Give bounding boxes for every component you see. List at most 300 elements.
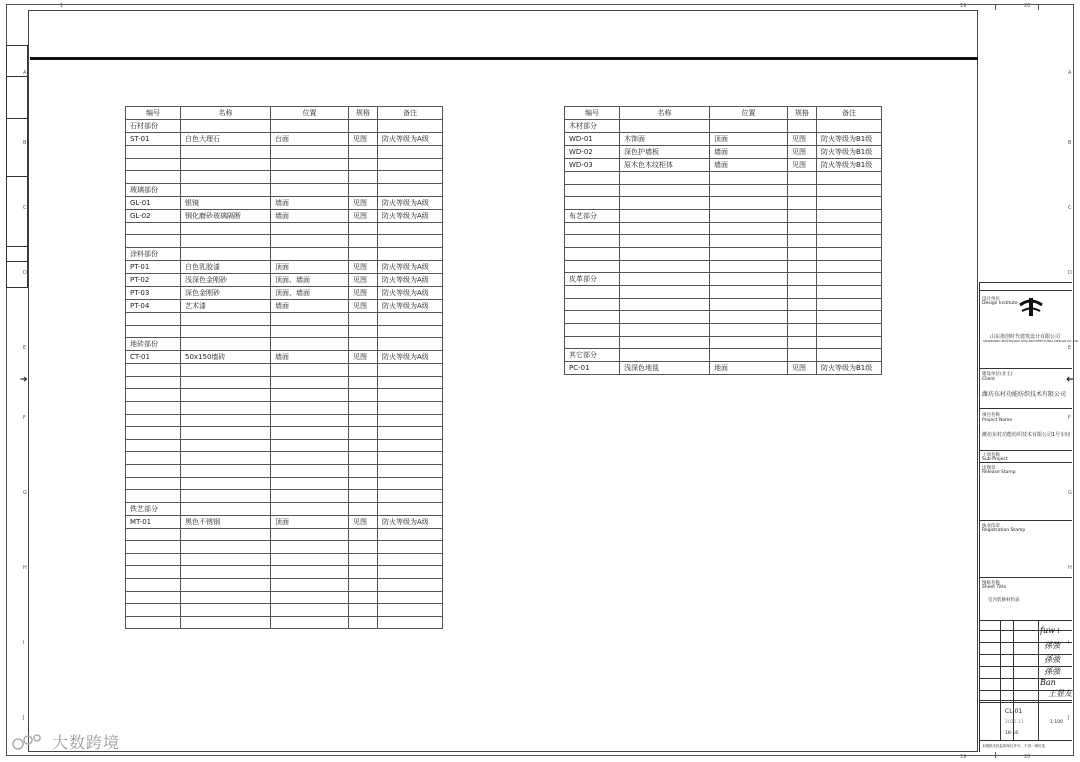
table-row [126,222,443,235]
table-cell: 顶面、墙面 [271,273,349,286]
table-row [565,146,882,159]
table-row [565,362,882,375]
table-row [565,133,882,146]
table-cell [181,414,271,427]
table-cell: 木饰面 [620,133,710,146]
table-cell [349,616,378,629]
sheet-title-label-en: Sheet Title [982,585,1007,590]
table-cell [378,146,443,159]
column-header: 名称 [181,107,271,120]
table-row [565,197,882,210]
table-cell: WD-03 [565,159,620,172]
table-cell [271,389,349,402]
table-row [126,286,443,299]
grid-letter: F [1068,415,1071,421]
table-cell [565,298,620,311]
table-cell [349,553,378,566]
table-cell: MT-01 [126,515,181,528]
table-cell [378,120,443,133]
table-cell [349,401,378,414]
table-cell [817,349,882,362]
table-cell [378,364,443,377]
table-cell [788,336,817,349]
table-cell: 防火等级为A级 [378,196,443,209]
table-row [126,133,443,146]
table-cell: 见图 [349,133,378,146]
table-cell: PT-02 [126,273,181,286]
grid-letter: B [1068,140,1072,146]
grid-letter: E [23,345,27,351]
ruler-number: 1 [60,3,64,9]
table-row [126,477,443,490]
table-cell [181,247,271,260]
table-cell [181,183,271,196]
table-cell [126,427,181,440]
table-cell: 防火等级为B1级 [817,146,882,159]
table-row [126,515,443,528]
grid-letter: E [1068,345,1072,351]
table-cell [271,247,349,260]
table-cell [271,376,349,389]
table-cell [378,222,443,235]
grid-letter: D [23,270,27,276]
table-cell [349,338,378,351]
signature-mark: 孫強 [1044,641,1060,650]
grid-letter: G [1068,490,1072,496]
material-table-right [564,106,882,375]
table-cell [620,197,710,210]
signature-mark: 孫強 [1044,667,1060,676]
table-cell [378,452,443,465]
title-block [979,282,1072,752]
table-cell: 墙面 [271,351,349,364]
table-cell [126,566,181,579]
table-cell [181,477,271,490]
table-cell [620,311,710,324]
table-cell: 见图 [349,209,378,222]
table-row [126,325,443,338]
table-cell: 深色护墙板 [620,146,710,159]
table-cell [181,502,271,515]
table-cell [378,541,443,554]
project-label-en: Project Name [982,418,1013,423]
table-cell [271,325,349,338]
table-cell [126,477,181,490]
table-cell [126,171,181,184]
sub-project-label: 子项名称 [982,453,1000,458]
table-cell: 地面 [710,362,788,375]
table-cell [378,464,443,477]
table-cell [126,325,181,338]
table-cell [126,490,181,503]
table-cell [710,273,788,286]
table-cell [126,604,181,617]
table-cell [126,146,181,159]
table-cell [271,591,349,604]
table-cell [126,376,181,389]
table-cell [181,528,271,541]
table-cell [817,209,882,222]
section-label: 玻璃部份 [126,183,181,196]
table-cell [710,184,788,197]
table-cell [620,172,710,185]
table-cell [126,414,181,427]
table-cell [126,464,181,477]
table-cell [349,325,378,338]
watermark-text: 大数跨境 [52,733,121,752]
table-cell [181,490,271,503]
grid-letter: J [1068,715,1070,721]
table-row [126,579,443,592]
table-cell: 防火等级为B1级 [817,362,882,375]
table-cell: 原木色木纹柜体 [620,159,710,172]
table-row [565,260,882,273]
table-row [126,464,443,477]
column-header: 名称 [620,107,710,120]
table-cell [126,235,181,248]
table-row [126,183,443,196]
table-cell [620,273,710,286]
table-row [126,209,443,222]
table-cell [378,414,443,427]
table-cell: 顶面 [271,260,349,273]
table-cell [620,235,710,248]
table-row [565,222,882,235]
table-cell [181,427,271,440]
table-cell [271,158,349,171]
table-cell [271,541,349,554]
table-cell [126,616,181,629]
table-cell [378,502,443,515]
table-cell [378,376,443,389]
table-cell [565,184,620,197]
table-cell [565,247,620,260]
column-header: 编号 [126,107,181,120]
table-cell [349,312,378,325]
table-row [565,336,882,349]
signature-mark: 王显友 [1048,689,1072,698]
design-institute-label: 设计单位 [982,297,1000,302]
table-cell [378,401,443,414]
table-cell [788,311,817,324]
table-cell: 浅深色地毯 [620,362,710,375]
table-cell [565,260,620,273]
table-cell: 见图 [349,273,378,286]
table-cell [817,286,882,299]
table-cell [565,235,620,248]
drawing-date: 2021.11 [1005,720,1024,725]
table-cell [378,389,443,402]
table-cell [349,464,378,477]
table-cell [349,158,378,171]
ruler-number: 19 [960,3,967,9]
table-cell [349,591,378,604]
table-cell [349,389,378,402]
table-cell [181,171,271,184]
table-cell [126,528,181,541]
table-cell [378,477,443,490]
table-cell [710,286,788,299]
table-cell: 见图 [349,515,378,528]
table-cell [349,490,378,503]
table-cell [817,235,882,248]
table-cell [181,452,271,465]
table-cell [271,312,349,325]
signature-grid-line [979,702,1072,703]
table-cell [788,260,817,273]
table-row [565,120,882,133]
table-cell [181,464,271,477]
table-cell [126,401,181,414]
table-cell [271,604,349,617]
table-row [126,591,443,604]
left-revision-strip [6,45,28,288]
table-cell: 见图 [788,133,817,146]
table-cell [271,235,349,248]
table-cell [349,120,378,133]
table-cell [620,286,710,299]
table-row [126,502,443,515]
table-cell [181,338,271,351]
table-row [126,196,443,209]
table-cell [349,376,378,389]
client-name: 潍坊东村功能纺织技术有限公司 [982,391,1067,398]
table-cell [710,260,788,273]
column-header: 备注 [817,107,882,120]
table-cell [126,312,181,325]
grid-letter: I [23,640,25,646]
registration-label: 执业印章 [982,524,1000,529]
table-row [126,158,443,171]
table-cell [349,171,378,184]
table-cell [271,477,349,490]
table-cell [271,120,349,133]
table-cell: 墙面 [271,299,349,312]
table-cell [181,541,271,554]
table-cell [181,312,271,325]
grid-letter: D [1068,270,1072,276]
table-cell [788,247,817,260]
table-row [565,323,882,336]
table-cell [788,286,817,299]
ruler-number: 19 [960,754,967,760]
table-cell [126,452,181,465]
signature-mark: 孫強 [1044,655,1060,664]
table-cell: PT-04 [126,299,181,312]
table-cell [817,336,882,349]
table-cell [378,566,443,579]
table-cell [126,439,181,452]
table-cell [788,184,817,197]
table-cell [271,464,349,477]
ruler-tick [995,4,996,10]
table-cell [181,604,271,617]
table-cell [788,222,817,235]
table-cell [349,183,378,196]
table-cell [181,158,271,171]
table-cell: 50x150墙砖 [181,351,271,364]
table-cell [710,222,788,235]
table-cell: 见图 [349,260,378,273]
table-cell [271,364,349,377]
table-row [565,184,882,197]
table-cell: 见图 [349,351,378,364]
table-cell [349,414,378,427]
table-row [565,286,882,299]
table-cell [181,146,271,159]
table-row [565,311,882,324]
table-cell [817,197,882,210]
table-cell [349,579,378,592]
ruler-tick [995,752,996,758]
registration-label-en: Registration Stamp [982,528,1026,533]
table-row [126,351,443,364]
table-row [126,604,443,617]
table-cell [349,452,378,465]
table-cell [710,209,788,222]
table-header-row [565,107,882,120]
table-cell [271,579,349,592]
grid-letter: C [1068,205,1072,211]
project-number: 18-16 [1005,731,1019,736]
table-cell [378,591,443,604]
table-cell [349,502,378,515]
table-cell [349,604,378,617]
table-cell: 防火等级为A级 [378,286,443,299]
table-cell [817,323,882,336]
table-cell: GL-02 [126,209,181,222]
table-row [126,490,443,503]
table-cell [181,591,271,604]
table-cell [349,477,378,490]
table-row [126,273,443,286]
release-stamp-label-en: Release Stamp [982,470,1016,475]
table-row [126,338,443,351]
table-row [565,273,882,286]
table-cell [271,338,349,351]
table-cell [181,616,271,629]
table-cell [817,184,882,197]
table-cell [817,172,882,185]
table-cell: 顶面 [271,515,349,528]
grid-letter: I [1068,640,1070,646]
table-cell [181,222,271,235]
column-header: 编号 [565,107,620,120]
table-cell [349,364,378,377]
grid-letter: H [1068,565,1072,571]
table-cell [378,579,443,592]
table-cell [271,401,349,414]
sub-project-label-en: Sub-Project [982,457,1008,462]
table-cell [817,273,882,286]
table-cell: ST-01 [126,133,181,146]
table-cell [565,197,620,210]
table-cell [378,171,443,184]
table-cell [817,247,882,260]
table-cell: 墙面 [271,209,349,222]
table-cell [378,338,443,351]
table-row [565,172,882,185]
table-cell: 墙面 [710,159,788,172]
table-cell [181,235,271,248]
project-name: 潍坊东村功能纺织技术有限公司1号车间 [982,432,1071,438]
table-cell: PC-01 [565,362,620,375]
table-row [126,566,443,579]
table-cell [378,235,443,248]
grid-letter: B [23,140,27,146]
table-cell [271,452,349,465]
table-cell [788,197,817,210]
table-row [126,146,443,159]
table-cell: 见图 [788,362,817,375]
section-label: 铁艺部分 [126,502,181,515]
table-cell [126,541,181,554]
table-cell [126,158,181,171]
table-cell [620,298,710,311]
table-cell: 防火等级为A级 [378,273,443,286]
table-cell: 银镜 [181,196,271,209]
grid-letter: F [23,415,26,421]
sheet-title-label: 图纸名称 [982,581,1000,586]
table-cell [710,120,788,133]
table-cell [788,235,817,248]
table-cell: 深色金刚砂 [181,286,271,299]
table-cell [710,235,788,248]
table-cell [710,311,788,324]
material-table-left [125,106,443,629]
table-cell [378,616,443,629]
table-cell [378,528,443,541]
table-cell [378,439,443,452]
table-cell [710,247,788,260]
table-cell [620,336,710,349]
section-label: 地砖部份 [126,338,181,351]
table-row [126,389,443,402]
table-row [565,298,882,311]
table-cell: WD-01 [565,133,620,146]
table-cell [271,528,349,541]
table-row [126,376,443,389]
table-row [565,349,882,362]
table-cell: 见图 [349,299,378,312]
table-cell [271,183,349,196]
table-cell: 顶面 [710,133,788,146]
table-cell: 白色乳胶漆 [181,260,271,273]
table-cell: 浅深色金刚砂 [181,273,271,286]
table-cell [565,222,620,235]
table-cell [620,184,710,197]
table-row [126,439,443,452]
table-cell [710,323,788,336]
table-cell [181,553,271,566]
table-cell: WD-02 [565,146,620,159]
table-row [126,528,443,541]
drawing-number: CL-01 [1005,708,1023,715]
table-cell [710,336,788,349]
company-logo-icon [1016,295,1046,317]
table-cell [349,566,378,579]
table-cell [378,553,443,566]
table-cell: PT-03 [126,286,181,299]
table-cell [181,325,271,338]
table-cell: 顶面、墙面 [271,286,349,299]
table-row [126,260,443,273]
table-cell: 防火等级为A级 [378,351,443,364]
table-cell: 墙面 [710,146,788,159]
table-cell: 防火等级为A级 [378,515,443,528]
table-cell [565,323,620,336]
table-cell [788,323,817,336]
